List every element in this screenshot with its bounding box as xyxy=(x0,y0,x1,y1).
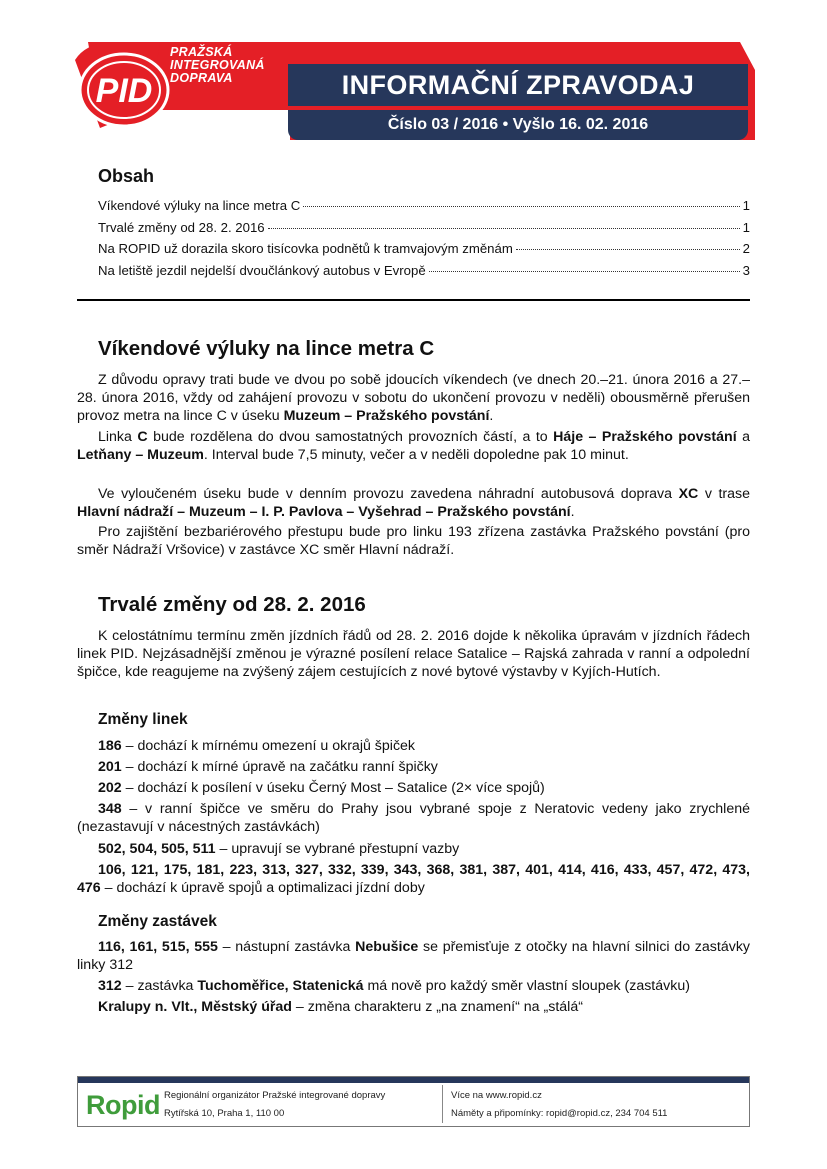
footer-org: Regionální organizátor Pražské integrované dopravy xyxy=(164,1090,386,1101)
toc-item-page: 2 xyxy=(742,241,750,256)
line-change-item: 502, 504, 505, 511 – upravují se vybrané přestupní vazby xyxy=(98,841,460,857)
line-change-item: 202 – dochází k posílení v úseku Černý Most – Satalice (2× více spojů) xyxy=(98,780,545,796)
footer-divider xyxy=(442,1085,443,1123)
toc-dot-leader xyxy=(303,206,739,207)
subsection-title-stops: Změny zastávek xyxy=(98,913,217,930)
toc-item-page: 1 xyxy=(742,220,750,235)
line-change-item: 186 – dochází k mírnému omezení u okrajů špiček xyxy=(98,738,416,754)
toc-item-label: Víkendové výluky na lince metra C xyxy=(98,198,301,213)
brand-line-2: INTEGROVANÁ xyxy=(170,58,265,72)
subsection-title-lines: Změny linek xyxy=(98,711,188,728)
footer-address: Rytířská 10, Praha 1, 110 00 xyxy=(164,1108,285,1119)
newsletter-title: INFORMAČNÍ ZPRAVODAJ xyxy=(288,64,748,106)
toc-item[interactable] xyxy=(98,220,750,238)
pid-logo-icon xyxy=(78,52,170,128)
toc-title: Obsah xyxy=(98,166,155,186)
toc-item[interactable] xyxy=(98,198,750,216)
issue-number: Číslo 03 / 2016 • Vyšlo 16. 02. 2016 xyxy=(288,110,748,140)
paragraph: Pro zajištění bezbariérového přestupu bude pro linku 193 zřízena zastávka Pražského povstání (pro směr Nádraží Vršovice) v zastávce XC směr Hlavní nádraží. xyxy=(77,524,750,558)
footer xyxy=(77,1076,750,1127)
toc-item-page: 1 xyxy=(742,198,750,213)
toc-dot-leader xyxy=(516,249,740,250)
line-change-item: 201 – dochází k mírné úpravě na začátku ranní špičky xyxy=(98,759,438,775)
toc-item-label: Na ROPID už dorazila skoro tisícovka podnětů k tramvajovým změnám xyxy=(98,241,513,256)
toc-item-label: Trvalé změny od 28. 2. 2016 xyxy=(98,220,265,235)
line-change-item: 348 – v ranní špičce ve směru do Prahy jsou vybrané spoje z Neratovic vedeny jako zrychlené (nezastavují v nácestných zastávkách) xyxy=(77,801,750,835)
stop-change-item: 116, 161, 515, 555 – nástupní zastávka Nebušice se přemisťuje z otočky na hlavní silnici do zastávky linky 312 xyxy=(77,939,751,973)
toc-dot-leader xyxy=(268,228,740,229)
paragraph: Linka C bude rozdělena do dvou samostatných provozních částí, a to Háje – Pražského povstání a Letňany – Muzeum. Interval bude 7,5 minuty, večer a v neděli dopoledne pak 10 minut. xyxy=(77,429,750,463)
section-title-metro-c: Víkendové výluky na lince metra C xyxy=(98,337,435,360)
brand-line-3: DOPRAVA xyxy=(170,71,233,85)
paragraph: K celostátnímu termínu změn jízdních řádů od 28. 2. 2016 dojde k několika úpravám v jízdních řádech linek PID. Nejzásadnější změnou je výrazné posílení relace Satalice – Rajská zahrada v ranní a odpolední špičce, kde reagujeme na zvýšený zájem cestujících z nové bytové výstavby v Kyjích-Hutích. xyxy=(77,628,750,680)
toc-item-page: 3 xyxy=(742,263,750,278)
toc-item[interactable] xyxy=(98,241,750,259)
toc-item[interactable] xyxy=(98,263,750,281)
pid-logo-text: PID xyxy=(95,72,153,110)
footer-website[interactable]: Více na www.ropid.cz xyxy=(451,1090,542,1101)
brand-line-1: PRAŽSKÁ xyxy=(170,45,233,59)
paragraph: Z důvodu opravy trati bude ve dvou po sobě jdoucích víkendech (ve dnech 20.–21. února 2016 a 27.–28. února 2016, vždy od zahájení provozu v sobotu do ukončení provozu v neděli) obousměrně přerušen provoz metra na lince C v úseku Muzeum – Pražského povstání. xyxy=(77,372,750,424)
ropid-logo: Ropid xyxy=(86,1090,160,1120)
stop-change-item: Kralupy n. Vlt., Městský úřad – změna charakteru z „na znamení“ na „stálá“ xyxy=(98,999,583,1015)
toc-dot-leader xyxy=(429,271,740,272)
stop-change-item: 312 – zastávka Tuchoměřice, Statenická má nově pro každý směr vlastní sloupek (zastávku) xyxy=(98,978,690,994)
footer-contact[interactable]: Náměty a připomínky: ropid@ropid.cz, 234 704 511 xyxy=(451,1108,668,1119)
section-title-permanent-changes: Trvalé změny od 28. 2. 2016 xyxy=(98,593,366,616)
footer-bar xyxy=(78,1077,749,1083)
line-change-item: 106, 121, 175, 181, 223, 313, 327, 332, 339, 343, 368, 381, 387, 401, 414, 416, 433, 457, 472, 473, 476 – dochází k úpravě spojů a optimalizaci jízdní doby xyxy=(77,862,750,896)
toc-item-label: Na letiště jezdil nejdelší dvoučlánkový autobus v Evropě xyxy=(98,263,426,278)
paragraph: Ve vyloučeném úseku bude v denním provozu zavedena náhradní autobusová doprava XC v trase Hlavní nádraží – Muzeum – I. P. Pavlova – Vyšehrad – Pražského povstání. xyxy=(77,486,750,520)
toc-divider xyxy=(77,299,750,301)
